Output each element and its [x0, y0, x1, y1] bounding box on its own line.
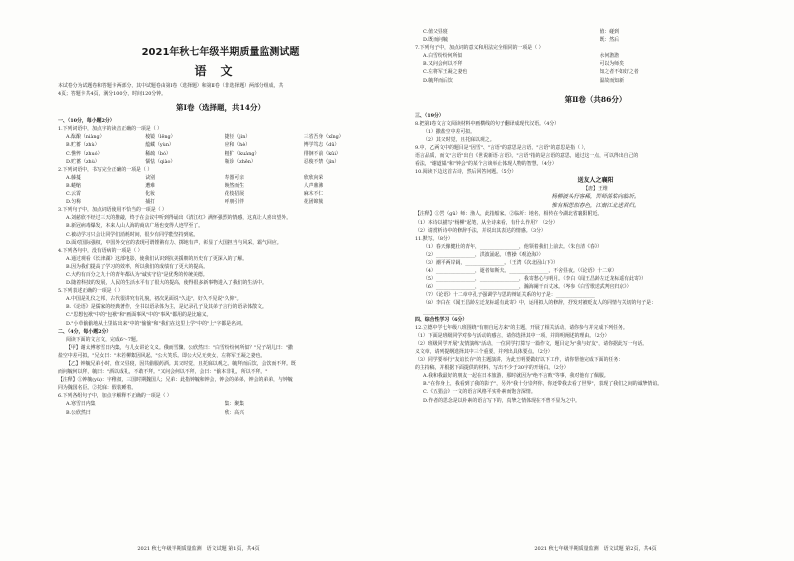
sub-question: （1）撒盐空中差可拟。	[423, 128, 476, 135]
classical-text-line: 盐空中差可拟。"兄女曰："未若柳絮因风起。"公大笑乐。即公大兄无奕女，左将军王凝之妻也。	[58, 352, 266, 359]
annotation-line: 同为魏国名臣。②托寐：假装睡着。	[58, 385, 137, 392]
question-stem: 1.下列词语中，加点字的读音正确的一项是（ ）	[58, 126, 163, 133]
question-stem: 7.下列句子中，加点词的意义和用法完全相同的一项是（ ）	[415, 45, 544, 52]
question-stem: 6.下列各组句子中，加点字解释不正确的一项是（ ）	[58, 393, 172, 400]
dictation-line: ________________	[423, 308, 463, 315]
question-line: 的主持稿，并根据下面提供的材料，写出不少于30字的开场白。（2分）	[415, 365, 569, 372]
option-line: A.中国是礼仪之邦，古代很讲究有礼貌，初次见面说"久违"，好久不见说"久仰"。	[66, 296, 242, 303]
dictation-line: （1）春天像健壮的青年，________________，他领着我们上前去。（朱自清《春》）	[423, 243, 603, 250]
annotation-line: 【注释】①罟（gǔ）师：渔人，此指船家。②临圻：地名，相传在今湖北省襄阳附近。	[415, 211, 603, 218]
exam-title: 2021年秋七年级半期质量监测试题	[141, 47, 300, 58]
option-line: A.我和我最好的朋友一起在日本旅游，那时就因为"绝不言败"等事，我对他有了佩服。	[423, 373, 609, 380]
option-line: B.因为我们提高了学习的效率，所以我们的成绩有了更大的提高。	[66, 263, 209, 270]
classical-text-line: 【甲】谢太傅寒雪日内集，与儿女讲论文义。俄而雪骤，公欣然曰："白雪纷纷何所似？"兄子胡儿曰："撒	[66, 344, 293, 351]
option-line: C.被动学习只会让同学们消耗时间，很少有同学能坚持到底。	[66, 231, 199, 238]
poem-author: 【唐】王维	[583, 186, 608, 193]
option-line: C.《五猖会》一文的语言风格平实朴素而饱含深情。	[423, 389, 536, 396]
option-row: A.酝酿（niàng） 棱镜（lēng） 捷径（jìn） 三省吾身（xǐng）	[66, 134, 344, 141]
question-stem: 5.下列表述正确的一项是（ ）	[58, 288, 123, 295]
part1-title: 第Ⅰ卷（选择题，共14分）	[176, 103, 265, 113]
question-line: 看法，"谢道韫"和"钟会"的某个言谈举止体现人物的智慧。（4分）	[415, 161, 557, 168]
option-line: C.大约有百分之九十的青年都认为"诚实守信"是优秀的传统美德。	[66, 271, 208, 278]
page-footer: 2021 秋七年级半期质量监测 语文试题 第1页，共4页	[137, 546, 260, 552]
question-line: 义文章，请列提纲选择其中三个重要，并列出具体要点。（2分）	[415, 349, 553, 355]
option-row: D.贮蓄（zhù） 懦怯（qiào） 瓶诊（zhěn） 忍俊不禁（jìn）	[66, 158, 340, 165]
question-line: 语言品质，而文"言语"出自《世说新语·言语》。"言语"指的是言语的意思，通过这一点，可以得出自己的	[415, 153, 639, 160]
dictation-line: （7）《论语》十二章中孔子强调学与思的辩证关系的句子是：________________	[423, 292, 595, 299]
option-row: C.云霄 化妆 花枝招展 麻木不仁	[66, 191, 324, 198]
reading-intro: 阅读下面的文言文，完成6～7题。	[66, 336, 141, 343]
dictation-line: （6）________________，________________，瀚海阑干百丈冰。（岑参《白雪歌送武判官归京》）	[423, 284, 632, 291]
question-line: （2）班级同学开展"友情演练"活动，一位同学打算写一篇作文，题目定为"我与好友"，请你据此写一句话。	[415, 340, 648, 347]
classical-text-line: 【乙】钟毓兄弟小时，值父昼寝，因共偷服药酒。其父时觉，且托寐以观之。毓拜而后饮，会饮而不拜。既	[66, 361, 296, 367]
question-stem: 2.下列词语中，书写完全正确的一项是（ ）	[58, 166, 153, 173]
question-line: （1）下面是班级同学对参与活动的感言，请你选择其中一项，并简明阐述的理由。（2分）	[415, 332, 610, 339]
question-line: （3）同学要举行"友谊长存"的主题演讲，为此王明要做好以下工作，请你帮他完成下面的任务：	[415, 357, 624, 364]
page-footer: 2021 秋七年级半期质量监测 语文试题 第2页，共4页	[534, 546, 657, 552]
intro-line: 本试卷分为试题卷和答题卡两部分，其中试题卷由第Ⅰ卷（选择题）和第Ⅱ卷（非选择题）两部分组成，共	[58, 83, 284, 89]
sub-question: （2）请赏析诗中的修辞手法，并说出其表达的情感。（3分）	[415, 227, 546, 234]
section-heading: 四、综合性学习（6分）	[415, 316, 468, 323]
dictation-line: （2）________________，洪波涌起。（曹操《观沧海》）	[423, 251, 544, 258]
option-line: A.通过观看《长津湖》这部电影，使我们认识到抗美援朝的历史有了更深入的了解。	[66, 255, 248, 262]
poem-title: 送友人之襄阳	[577, 177, 614, 185]
dictation-line: （5）________________，________________，我寄愁心与明月。（李白《闻王昌龄左迁龙标遥有此寄》）	[423, 276, 647, 283]
dictation-line: （4）________________，逝者如斯夫。________________，不舍昼夜。（《论语》十二章）	[423, 268, 617, 275]
option-row: D.毓拜而后饮 温故而知新	[423, 77, 624, 84]
option-row: B.公欣然曰 欣：高兴	[66, 409, 245, 416]
section-heading: 二、（4分，每小题2分）	[58, 328, 112, 335]
question-stem: 8.把第Ⅰ卷文言文阅读材料中画横线的句子翻译成现代汉语。（4分）	[415, 120, 560, 127]
section-heading: 一、（10分，每小题2分）	[58, 118, 115, 125]
question-stem: 4.下列各句中，没有语病的一项是（ ）	[58, 247, 143, 254]
option-line: D."小草偷偷地从土里钻出来"中的"偷偷"和"我们在这里上学"中的"上"字都是名词。	[66, 320, 246, 327]
exam-page-2	[397, 0, 794, 561]
dictation-line: （8）李白在《闻王昌龄左迁龙标遥有此寄》中，运用拟人的修辞，抒发对被贬友人的同情与关切的句子是：	[423, 300, 656, 307]
option-row: A.寒雪日内集 集：聚集	[66, 401, 245, 408]
option-row: A.白雪纷纷何所似 水何澹澹	[423, 53, 620, 60]
poem-line: 惟有相思似春色，江南江北送君归。	[551, 202, 640, 209]
option-line: D.作者的思念是以朴素的语言写下的，真挚之情体现在不曾不显为之中。	[423, 397, 580, 404]
option-row: C.左将军王凝之妻也 知之者不如好之者	[423, 69, 639, 76]
option-row: B.贮蓄（zhù） 蕴藏（yùn） 应和（hè） 博学笃志（dǔ）	[66, 142, 340, 149]
option-row: D.匀称 捕打 呼朋引伴 花团锦簇	[66, 199, 324, 206]
question-line: 9.中，乙两文中的题目是"因雪"、"言语"的意思是言语，"言语"的意思是指（ ），	[415, 145, 589, 152]
dictation-line: （3）潮平两岸阔，________________。（王湾《次北固山下》）	[423, 259, 559, 266]
intro-line: 4页；答题卡共4页，满分100分，时间120分钟。	[58, 91, 167, 98]
sub-question: （2）其父时觉，且托寐以观之。	[423, 136, 495, 143]
subject-title: 语文	[194, 64, 247, 78]
question-line: 12.立德中学七年级八班围绕"有朋自远方来"的主题，开展了相关活动，请你参与并完成下列任务。	[415, 324, 628, 331]
option-row: C.憔悴（zhuó） 稀疏（bó） 粗犷（kuàng） 徘徊不前（kǔi）	[66, 150, 341, 157]
sub-question: （1）本诗以描写"杨柳"起笔，从全诗来看，有什么作用？（2分）	[415, 219, 558, 226]
question-stem: 3.下列句子中，加点词语使用不恰当的一项是（ ）	[58, 207, 167, 214]
option-row: D.既而问毓 既：然后	[423, 37, 620, 44]
option-line: B.《论语》是儒家的经典著作，全书以语录体为主，是记录孔子及其弟子言行的语录体散文。	[66, 304, 267, 311]
option-row: B.又问会何以不拜 可以为师矣	[423, 61, 624, 68]
option-line: A.刘慈欣不经过三天的推敲，终于在会议中听到得诵出《清江红》满怀强烈的情感，这真让人喜出望外。	[66, 215, 292, 222]
option-row: C.值父昼寝 值：碰到	[423, 29, 620, 35]
option-row: A.藤蔓 诀别 寿器可亲 欣欣向荣	[66, 174, 324, 181]
option-line: B.新冠病毒爆发，本来人山人海的商店广场也变得人迹罕至了。	[66, 223, 204, 230]
option-line: C."思想包袱"中的"包袱"和"画面事风"中的"事风"都用的是比喻义。	[66, 312, 212, 319]
part2-title: 第Ⅱ卷（共86分）	[564, 94, 627, 104]
option-line: D.面对国际强权，中国外交官的表现可谓铿锵有力、掷地有声，彰显了大国担当与风采，霸气回应。	[66, 239, 282, 246]
question-stem: 11.默写。（8分）	[415, 235, 453, 242]
option-row: B.蜷缩 遭难 焕然而生 人声鼎沸	[66, 182, 324, 189]
option-line: D.随着科技的发展，人民的生活水平有了很大的提高，使得很多新事物进入了我们的生活中。	[66, 280, 267, 287]
classical-text-line: 而问毓何以拜，毓曰："酒以成礼，不敢不拜。"又问会何以不拜，会曰："偷本非礼，所以不拜。"	[58, 369, 268, 376]
annotation-line: 【注释】①钟毓(yù)：字稚叔，三国时期魏国人；兄弟：此指钟毓和钟会，钟会的弟弟，钟会的弟弟，与钟毓	[58, 377, 293, 384]
section-heading: 三、（19分）	[415, 112, 444, 119]
question-stem: 10.阅读下边这首古诗，然后回答问题。（5分）	[415, 169, 517, 176]
poem-line: 杨柳渡头行客稀，罟师荡桨向临圻。	[551, 194, 640, 201]
option-line: B."在你身上，我看到了我的影子"，另外"我十分崇拜你，你还带我去看了世界"，表现了我们之间的诚挚情谊。	[423, 381, 663, 388]
